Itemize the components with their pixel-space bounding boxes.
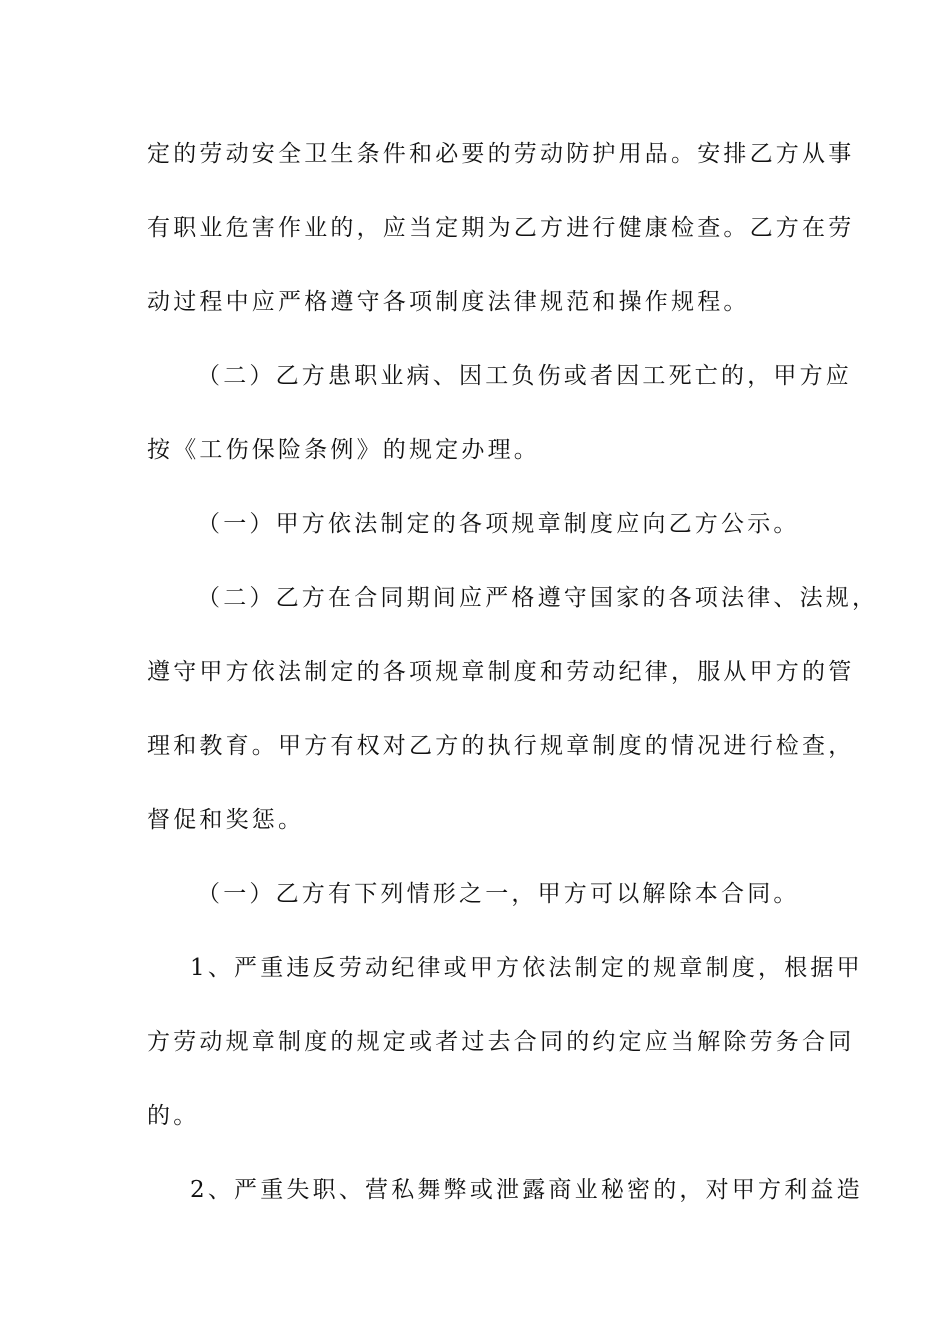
text-line: 定的劳动安全卫生条件和必要的劳动防护用品。安排乙方从事 xyxy=(147,141,855,167)
text-line: 的。 xyxy=(147,1103,200,1129)
text-line: 方劳动规章制度的规定或者过去合同的约定应当解除劳务合同 xyxy=(147,1029,855,1055)
text-line: 1、严重违反劳动纪律或甲方依法制定的规章制度，根据甲 xyxy=(190,955,863,981)
text-line: 督促和奖惩。 xyxy=(147,807,305,833)
text-line: 遵守甲方依法制定的各项规章制度和劳动纪律，服从甲方的管 xyxy=(147,659,855,685)
text-line: （一）甲方依法制定的各项规章制度应向乙方公示。 xyxy=(197,511,800,537)
text-line: 理和教育。甲方有权对乙方的执行规章制度的情况进行检查， xyxy=(147,733,855,759)
text-line: （二）乙方在合同期间应严格遵守国家的各项法律、法规， xyxy=(197,585,879,611)
text-line: （一）乙方有下列情形之一，甲方可以解除本合同。 xyxy=(197,881,800,907)
text-line: 2、严重失职、营私舞弊或泄露商业秘密的，对甲方利益造 xyxy=(190,1177,863,1203)
text-line: （二）乙方患职业病、因工负伤或者因工死亡的，甲方应 xyxy=(197,363,852,389)
text-line: 有职业危害作业的，应当定期为乙方进行健康检查。乙方在劳 xyxy=(147,215,855,241)
text-line: 按《工伤保险条例》的规定办理。 xyxy=(147,437,540,463)
text-line: 动过程中应严格遵守各项制度法律规范和操作规程。 xyxy=(147,289,750,315)
